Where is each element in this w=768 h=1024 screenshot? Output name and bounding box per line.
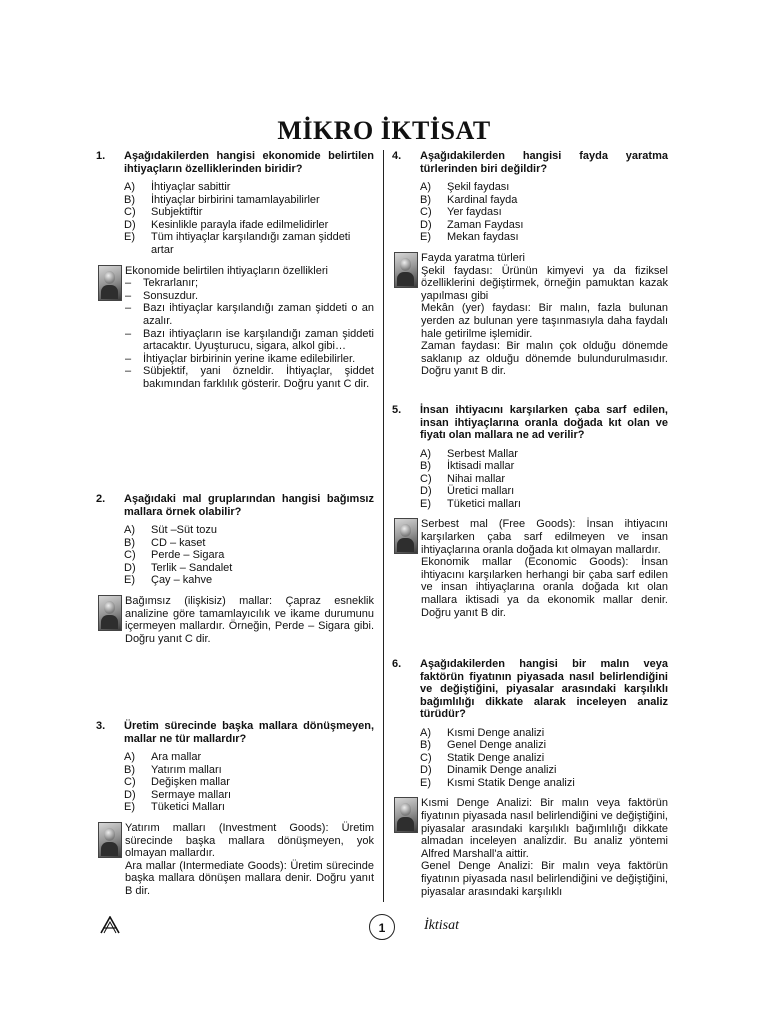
explanation-text: Ekonomik mallar (Economic Goods): İnsan ihtiyacını karşılarken herhangi bir çaba sarf edilen ve insan ihtiyaçlarına oranla doğada kıt olan mallara iktisadi ya da ekonomik mallar denir. Doğru yanıt B dir.	[421, 556, 668, 619]
question-3	[96, 720, 374, 898]
option-c[interactable]: C) Yer faydası	[420, 206, 502, 219]
options-list	[420, 448, 668, 511]
question-number: 2.	[96, 493, 106, 505]
option-b[interactable]: B) İhtiyaçlar birbirini tamamlayabilirler	[124, 193, 320, 206]
explanation-text: Ara mallar (Intermediate Goods): Üretim sürecinde başka mallara dönüşen mallara denir. Doğru yanıt B dir.	[125, 859, 374, 897]
question-text: Aşağıdakilerden hangisi ekonomide belirtilen ihtiyaçların özelliklerinden biridir?	[124, 150, 374, 175]
explanation-bullet: – Tekrarlanır;	[125, 277, 199, 290]
option-c[interactable]: C) Nihai mallar	[420, 472, 506, 485]
options-list	[420, 181, 668, 244]
option-c[interactable]: C) Değişken mallar	[124, 776, 230, 789]
teacher-avatar-icon	[394, 252, 418, 288]
option-b[interactable]: B) Genel Denge analizi	[420, 739, 547, 752]
option-d[interactable]: D) Terlik – Sandalet	[124, 561, 233, 574]
question-5	[392, 404, 668, 619]
option-c[interactable]: C) Subjektiftir	[124, 206, 203, 219]
explanation-text: Genel Denge Analizi: Bir malın veya faktörün fiyatının piyasada nasıl belirlendiğini ve değiştiğini, piyasalar arasındaki karşılıklı	[421, 860, 668, 898]
teacher-avatar-icon	[98, 595, 122, 631]
question-number: 4.	[392, 150, 402, 162]
explanation-block	[96, 265, 374, 391]
option-e[interactable]: E) Kısmi Statik Denge analizi	[420, 776, 575, 789]
options-list	[420, 727, 668, 790]
question-number: 5.	[392, 404, 402, 416]
teacher-avatar-icon	[98, 822, 122, 858]
explanation-text: Yatırım malları (Investment Goods): Üretim sürecinde başka mallara dönüşmeyen, yok olmayan mallardır.	[125, 821, 374, 860]
explanation-bullet: – İhtiyaçlar birbirinin yerine ikame edilebilirler.	[125, 352, 356, 365]
options-list	[124, 751, 374, 814]
option-a[interactable]: A) İhtiyaçlar sabittir	[124, 181, 231, 193]
option-d[interactable]: D) Zaman Faydası	[420, 218, 524, 231]
explanation-text: Fayda yaratma türleri	[421, 251, 525, 264]
question-number: 1.	[96, 150, 106, 162]
question-text: Aşağıdaki mal gruplarından hangisi bağımsız mallara örnek olabilir?	[124, 493, 374, 518]
explanation-bullet: – Bazı ihtiyaçların ise karşılandığı zaman şiddeti artacaktır. Uyuşturucu, sigara, alkol gibi…	[125, 327, 374, 353]
option-b[interactable]: B) Yatırım malları	[124, 763, 222, 776]
option-e[interactable]: E) Tüm ihtiyaçlar karşılandığı zaman şiddeti artar	[124, 231, 351, 256]
option-a[interactable]: A) Süt –Süt tozu	[124, 524, 218, 536]
question-text: Aşağıdakilerden hangisi bir malın veya faktörün fiyatının piyasada nasıl belirlendiğini ve değiştiğini, piyasalar arasındaki karşılıklı bağımlılığı dikkate alarak inceleyen analiz türüdür?	[420, 658, 668, 720]
question-6	[392, 658, 668, 898]
explanation-text: Ekonomide belirtilen ihtiyaçların özellikleri	[125, 264, 328, 277]
option-e[interactable]: E) Tüketici Malları	[124, 801, 225, 814]
teacher-avatar-icon	[394, 797, 418, 833]
question-number: 3.	[96, 720, 106, 732]
option-d[interactable]: D) Sermaye malları	[124, 788, 232, 801]
explanation-block	[96, 822, 374, 898]
option-a[interactable]: A) Serbest Mallar	[420, 447, 518, 460]
options-list	[124, 524, 374, 587]
teacher-avatar-icon	[394, 518, 418, 554]
page-title: MİKRO İKTİSAT	[277, 116, 491, 145]
explanation-block	[96, 595, 374, 645]
question-number: 6.	[392, 658, 402, 670]
explanation-text: Şekil faydası: Ürünün kimyevi ya da fiziksel özelliklerini değiştirmek, örneğin pamuktan kazak yapılması gibi	[421, 264, 668, 302]
option-b[interactable]: B) İktisadi mallar	[420, 460, 515, 473]
option-d[interactable]: D) Kesinlikle parayla ifade edilmelidirler	[124, 218, 329, 231]
option-e[interactable]: E) Çay – kahve	[124, 574, 213, 587]
option-a[interactable]: A) Şekil faydası	[420, 181, 510, 193]
question-text: Üretim sürecinde başka mallara dönüşmeyen, mallar ne tür mallardır?	[124, 720, 374, 745]
option-b[interactable]: B) Kardinal fayda	[420, 193, 518, 206]
teacher-avatar-icon	[98, 265, 122, 301]
question-4	[392, 150, 668, 378]
question-2	[96, 493, 374, 645]
option-d[interactable]: D) Dinamik Denge analizi	[420, 764, 557, 777]
column-divider	[383, 150, 384, 902]
options-list	[124, 181, 374, 257]
option-b[interactable]: B) CD – kaset	[124, 536, 206, 549]
question-text: İnsan ihtiyacını karşılarken çaba sarf edilen, insan ihtiyaçlarına oranla doğada kıt olan ve fiyatı olan mallara ne ad verilir?	[420, 404, 668, 441]
explanation-block	[392, 518, 668, 619]
page-number: 1	[369, 914, 395, 940]
explanation-text: Bağımsız (ilişkisiz) mallar: Çapraz esneklik analizine göre tamamlayıcılık ve ikame durumunu içermeyen mallardır. Örneğin, Perde – Sigara gibi. Doğru yanıt C dir.	[125, 594, 374, 645]
option-c[interactable]: C) Statik Denge analizi	[420, 751, 545, 764]
footer-subject-label: İktisat	[424, 918, 459, 933]
explanation-text: Kısmi Denge Analizi: Bir malın veya faktörün fiyatının piyasada nasıl belirlendiğini ve değiştiğini, piyasalar arasındaki karşılıklı bağımlılığı dikkate almadan inceleyen analizdir. Bu analiz yöntemi Alfred Marshall'a aittir.	[421, 797, 668, 860]
explanation-block	[392, 252, 668, 378]
explanation-bullet: – Sübjektif, yani özneldir. İhtiyaçlar, şiddet bakımından farklılık gösterir. Doğru yanıt C dir.	[125, 365, 374, 390]
explanation-text: Serbest mal (Free Goods): İnsan ihtiyacını karşılarken çaba sarf edilmeyen ve insan ihtiyaçlarına oranla doğada kıt olmayan mallardır.	[421, 518, 668, 556]
option-d[interactable]: D) Üretici malları	[420, 485, 515, 498]
explanation-text: Mekân (yer) faydası: Bir malın, fazla bulunan yerden az bulunan yere taşınmasıyla daha faydalı hale getirilme işlemidir.	[421, 302, 668, 340]
option-a[interactable]: A) Ara mallar	[124, 751, 202, 763]
question-1	[96, 150, 374, 391]
explanation-block	[392, 797, 668, 898]
option-e[interactable]: E) Tüketici malları	[420, 497, 521, 510]
explanation-text: Zaman faydası: Bir malın çok olduğu dönemde saklanıp az olduğu dönemde bulundurulmasıdır. Doğru yanıt B dir.	[421, 340, 668, 378]
option-e[interactable]: E) Mekan faydası	[420, 231, 519, 244]
option-c[interactable]: C) Perde – Sigara	[124, 549, 225, 562]
question-text: Aşağıdakilerden hangisi fayda yaratma türlerinden biri değildir?	[420, 150, 668, 175]
explanation-bullet: – Bazı ihtiyaçlar karşılandığı zaman şiddeti o an azalır.	[125, 302, 374, 327]
publisher-logo-icon	[100, 916, 120, 934]
explanation-bullet: – Sonsuzdur.	[125, 289, 199, 302]
option-a[interactable]: A) Kısmi Denge analizi	[420, 726, 545, 739]
